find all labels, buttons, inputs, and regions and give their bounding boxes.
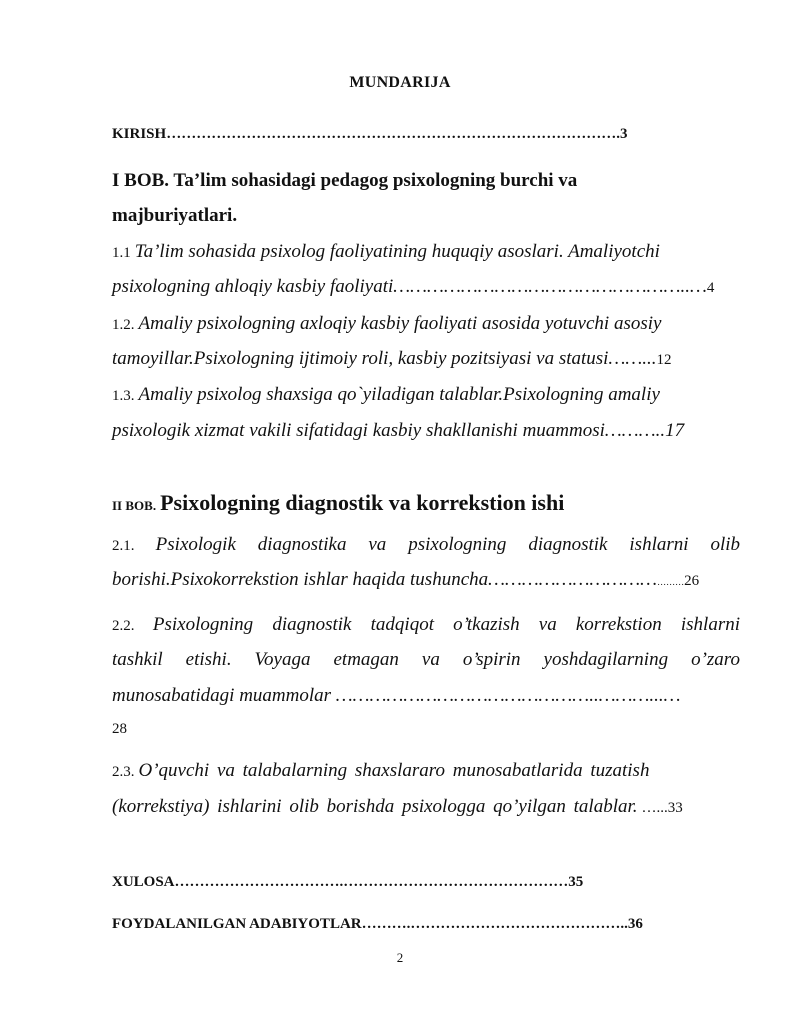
section-number: 2.3. (112, 764, 135, 780)
toc-entry-1-3 (112, 384, 660, 406)
chapter-1-heading-line1: I BOB. Ta’lim sohasidagi pedagog psixologning burchi va (112, 170, 578, 191)
toc-entry-1-2-cont (112, 348, 672, 370)
toc-dots: ………………………………………………………………………………. (166, 126, 620, 142)
section-title-line3: munosabatidagi muammolar ………………………………………..………...… (112, 685, 681, 706)
section-title-line1: Ta’lim sohasida psixolog faoliyatining huquqiy asoslari. Amaliyotchi (134, 241, 660, 262)
toc-label: KIRISH (112, 126, 167, 142)
toc-dots-small: ……… (657, 577, 685, 587)
toc-entry-2-3 (112, 760, 649, 782)
section-title-line1: Amaliy psixologning axloqiy kasbiy faoliyati asosida yotuvchi asosiy (138, 313, 662, 334)
toc-page: 28 (112, 721, 127, 737)
toc-page: 3 (619, 126, 628, 142)
chapter-2-heading (112, 490, 564, 516)
section-title-line1: Psixologik diagnostika va psixologning diagnostik ishlarni olib (155, 534, 740, 555)
toc-page: 12 (656, 352, 672, 368)
toc-page: 35 (568, 874, 584, 890)
section-title-line2: tamoyillar.Psixologning ijtimoiy roli, kasbiy pozitsiyasi va statusi……... (112, 348, 657, 369)
toc-entry-kirish (112, 126, 627, 143)
toc-entry-xulosa (112, 874, 583, 891)
section-number: 2.1. (112, 538, 135, 554)
toc-entry-2-2-line3 (112, 685, 681, 707)
toc-page: 33 (667, 800, 683, 816)
chapter-title: Psixologning diagnostik va korrekstion ishi (160, 490, 565, 515)
section-title-line2: psixologning ahloqiy kasbiy faoliyati……………………………………………..… (112, 276, 707, 297)
toc-entry-2-2-line2 (112, 649, 740, 671)
toc-dots: ……….…………………………………….. (361, 916, 628, 932)
toc-page: 17 (665, 420, 685, 441)
toc-entry-1-3-cont (112, 420, 684, 442)
toc-page: 4 (706, 280, 715, 296)
toc-dots: …... (641, 800, 668, 816)
toc-page: 26 (684, 573, 700, 589)
page-title: MUNDARIJA (349, 74, 451, 91)
page-number: 2 (396, 950, 404, 965)
toc-label: XULOSA (112, 874, 175, 890)
toc-label: FOYDALANILGAN ADABIYOTLAR (112, 916, 362, 932)
section-number: 1.1 (112, 245, 131, 261)
section-title-line2: psixologik xizmat vakili sifatidagi kasbiy shakllanishi muammosi……….. (112, 420, 666, 441)
section-number: 1.2. (112, 317, 135, 333)
toc-dots: …………………………….……………………………………… (174, 874, 569, 890)
toc-entry-2-2 (112, 614, 740, 636)
chapter-prefix: II BOB. (112, 498, 157, 513)
section-title-line2: tashkil etishi. Voyaga etmagan va o’spirin yoshdagilarning o’zaro (112, 649, 740, 670)
toc-page: 36 (627, 916, 643, 932)
toc-entry-2-3-cont (112, 796, 683, 818)
section-title-line2: (korrekstiya) ishlarini olib borishda psixologga qo’yilgan talablar. (112, 796, 638, 817)
toc-entry-2-1-cont (112, 569, 699, 591)
toc-entry-adabiyotlar (112, 916, 643, 933)
toc-entry-2-2-page (112, 720, 127, 738)
section-number: 1.3. (112, 388, 135, 404)
section-title-line1: Amaliy psixolog shaxsiga qo`yiladigan talablar.Psixologning amaliy (138, 384, 660, 405)
section-title-line1: O’quvchi va talabalarning shaxslararo munosabatlarida tuzatish (138, 760, 650, 781)
section-title-line1: Psixologning diagnostik tadqiqot o’tkazish va korrekstion ishlarni (152, 614, 740, 635)
toc-entry-2-1 (112, 534, 740, 556)
section-title-line2: borishi.Psixokorrekstion ishlar haqida tushuncha………………………… (112, 569, 658, 590)
toc-entry-1-1-cont (112, 276, 714, 298)
toc-entry-1-2 (112, 313, 661, 335)
chapter-1-heading-line2: majburiyatlari. (112, 205, 238, 226)
section-number: 2.2. (112, 618, 135, 634)
toc-entry-1-1 (112, 241, 660, 263)
